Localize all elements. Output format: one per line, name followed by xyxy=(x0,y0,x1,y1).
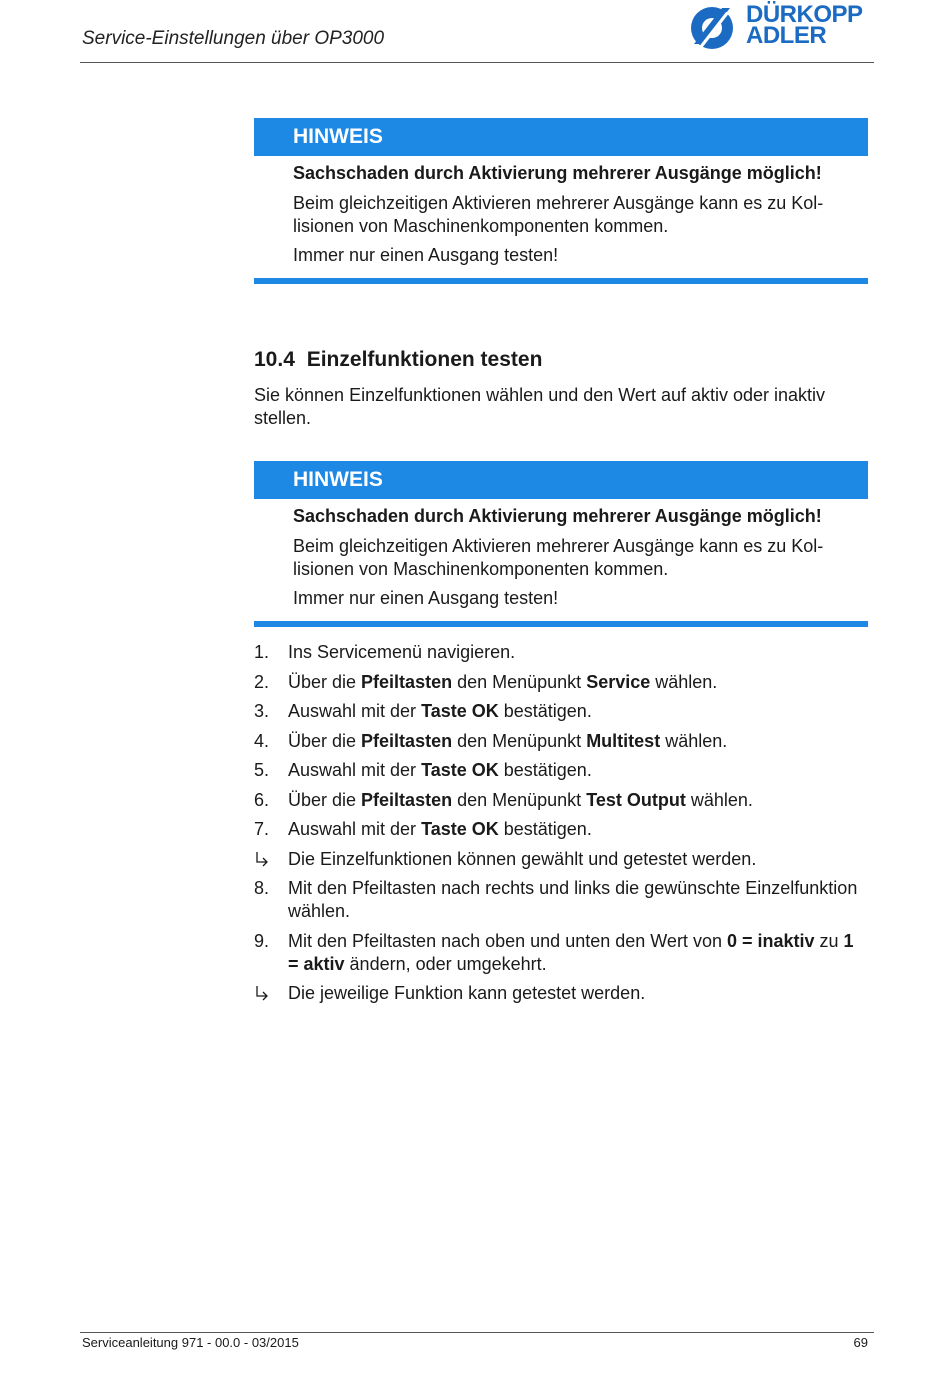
header-rule xyxy=(80,62,874,63)
step-text-run: ändern, oder umgekehrt. xyxy=(344,953,547,974)
step-number: 9. xyxy=(254,930,270,951)
step-item xyxy=(254,671,868,694)
step-text-run: Die Einzelfunktionen können gewählt und getestet werden. xyxy=(288,848,757,869)
step-text xyxy=(288,790,753,810)
notice-box-2 xyxy=(254,461,868,627)
step-text-run: Mit den Pfeiltasten nach rechts und links die gewünschte Einzelfunktion wählen. xyxy=(288,878,858,921)
step-text-bold: Taste OK xyxy=(421,701,499,721)
section-number: 10.4 xyxy=(254,348,295,371)
notice-body xyxy=(254,156,868,267)
step-item xyxy=(254,730,868,753)
step-text-run: Auswahl mit der xyxy=(288,760,422,780)
step-text xyxy=(288,672,717,692)
step-text xyxy=(288,878,857,921)
step-text-bold: Taste OK xyxy=(421,819,499,839)
step-text-run: wählen. xyxy=(660,730,728,751)
step-text-bold: Test Output xyxy=(586,789,686,810)
section-intro: Sie können Einzelfunktionen wählen und den Wert auf aktiv oder inaktiv stellen. xyxy=(254,385,826,428)
step-item xyxy=(254,700,868,723)
notice-body xyxy=(254,499,868,610)
step-text xyxy=(288,983,645,1003)
step-item xyxy=(254,877,868,923)
step-number: 2. xyxy=(254,671,270,692)
section-title: Einzelfunktionen testen xyxy=(306,348,543,371)
step-text-run: Über die xyxy=(288,730,362,751)
step-number: 7. xyxy=(254,819,270,839)
step-text-run: den Menüpunkt xyxy=(452,730,587,751)
step-text-run: bestätigen. xyxy=(498,760,592,780)
step-text-run: bestätigen. xyxy=(498,819,592,839)
footer-document-id: Serviceanleitung 971 - 00.0 - 03/2015 xyxy=(82,1335,299,1350)
notice-bottom-rule xyxy=(254,621,868,627)
result-item xyxy=(254,982,868,1005)
step-number: 4. xyxy=(254,730,270,751)
duerkopp-adler-logo xyxy=(686,1,876,52)
section-heading xyxy=(254,348,542,372)
step-text-run: den Menüpunkt xyxy=(452,789,587,810)
notice-instruction: Immer nur einen Ausgang testen! xyxy=(293,588,559,608)
step-text-run: Über die xyxy=(288,671,362,692)
step-number: 5. xyxy=(254,760,270,780)
step-text xyxy=(288,731,727,751)
notice-instruction: Immer nur einen Ausgang testen! xyxy=(293,245,559,265)
result-arrow-icon xyxy=(254,982,284,1009)
step-text-run: Mit den Pfeiltasten nach oben und unten den Wert von xyxy=(288,930,727,951)
step-text xyxy=(288,849,756,869)
notice-label: HINWEIS xyxy=(254,118,868,156)
step-number: 3. xyxy=(254,701,270,721)
step-item xyxy=(254,818,868,841)
result-arrow-icon xyxy=(254,848,284,875)
step-item xyxy=(254,759,868,782)
step-text-bold: 1 = aktiv xyxy=(288,930,854,974)
step-number: 6. xyxy=(254,789,270,810)
step-text-bold: Pfeiltasten xyxy=(361,671,453,692)
step-text-run: bestätigen. xyxy=(498,701,592,721)
notice-headline: Sachschaden durch Aktivierung mehrerer Ausgänge möglich! xyxy=(293,506,822,526)
logo-line-1: DÜRKOPP xyxy=(746,1,863,28)
instruction-steps xyxy=(254,641,868,1012)
step-text-run: Auswahl mit der xyxy=(288,701,422,721)
step-text xyxy=(288,760,592,780)
notice-text: Beim gleichzeitigen Aktivieren mehrerer Ausgänge kann es zu Kol-lisionen von Maschinenkomponenten kommen. xyxy=(293,536,824,579)
logo-wordmark xyxy=(746,1,863,49)
notice-label: HINWEIS xyxy=(254,461,868,499)
notice-text: Beim gleichzeitigen Aktivieren mehrerer Ausgänge kann es zu Kol-lisionen von Maschinenkomponenten kommen. xyxy=(293,193,824,236)
step-text-bold: Service xyxy=(586,671,651,692)
running-title: Service-Einstellungen über OP3000 xyxy=(82,28,385,49)
step-text-bold: Taste OK xyxy=(421,760,499,780)
step-text-run: Ins Servicemenü navigieren. xyxy=(288,642,516,662)
step-text-bold: Pfeiltasten xyxy=(361,789,453,810)
step-text-run: wählen. xyxy=(685,789,753,810)
brand-mark-icon xyxy=(686,4,742,52)
step-text-run: zu xyxy=(814,930,844,951)
step-text-bold: Multitest xyxy=(586,730,661,751)
step-text-run: wählen. xyxy=(650,671,718,692)
footer-page-number: 69 xyxy=(853,1335,868,1350)
step-item xyxy=(254,789,868,812)
footer-rule xyxy=(80,1332,874,1333)
notice-headline: Sachschaden durch Aktivierung mehrerer Ausgänge möglich! xyxy=(293,163,822,183)
step-text xyxy=(288,931,854,974)
logo-line-2: ADLER xyxy=(746,22,827,49)
result-item xyxy=(254,848,868,871)
step-text-run: Die jeweilige Funktion kann getestet werden. xyxy=(288,983,646,1003)
step-text xyxy=(288,819,592,839)
step-text-bold: Pfeiltasten xyxy=(361,730,453,751)
step-text-run: den Menüpunkt xyxy=(452,671,587,692)
step-number: 8. xyxy=(254,878,270,898)
step-text-run: Auswahl mit der xyxy=(288,819,422,839)
step-text-bold: 0 = inaktiv xyxy=(726,930,815,951)
notice-box-1 xyxy=(254,118,868,284)
step-text-run: Über die xyxy=(288,789,362,810)
step-item xyxy=(254,641,868,664)
step-number: 1. xyxy=(254,642,270,662)
step-text xyxy=(288,701,592,721)
notice-bottom-rule xyxy=(254,278,868,284)
step-text xyxy=(288,642,515,662)
step-item xyxy=(254,930,868,976)
